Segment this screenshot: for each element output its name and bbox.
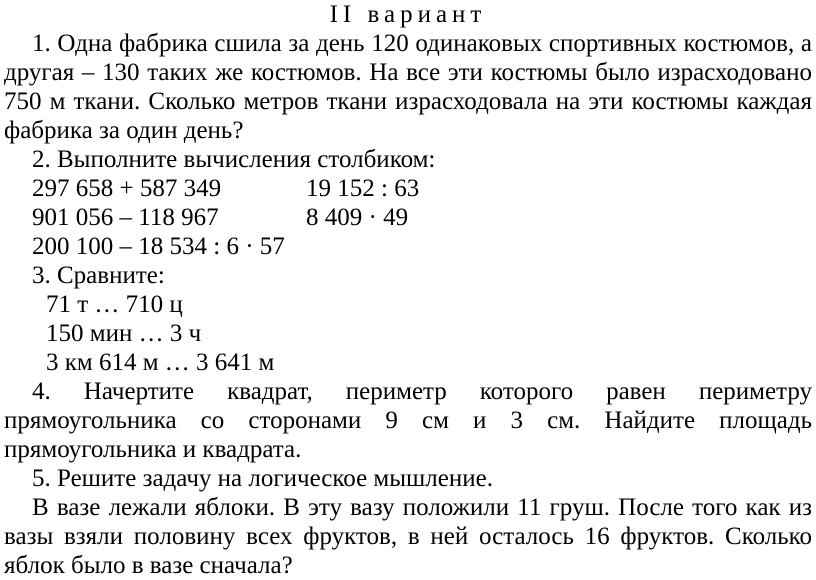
task-2-expr-2: 19 152 : 63 [306, 175, 420, 202]
task-4-text: 4. Начертите квадрат, периметр которого равен периметру прямоугольника со сторонами 9 см и 3 см. Найдите площадь прямоугольника и квадрата. [4, 378, 812, 463]
task-2-expr-1: 297 658 + 587 349 [32, 175, 222, 202]
variant-title: II вариант [329, 1, 487, 28]
task-5-heading: 5. Решите задачу на логическое мышление. [32, 465, 493, 492]
task-3-heading: 3. Сравните: [32, 262, 165, 289]
task-5-text: В вазе лежали яблоки. В эту вазу положили 11 груш. После того как из вазы взяли половину всех фруктов, в ней осталось 16 фруктов. Сколько яблок было в вазе сначала? [4, 494, 812, 579]
task-3-item-1: 71 т … 710 ц [46, 291, 183, 318]
task-2-expr-4: 8 409 · 49 [306, 204, 409, 231]
task-1-text: 1. Одна фабрика сшила за день 120 одинаковых спортивных костюмов, а другая – 130 таких же костюмов. На все эти костюмы было израсходовано 750 м ткани. Сколько метров ткани израсходовала на эти костюмы каждая фабрика за один день? [4, 30, 812, 144]
task-2-expr-5: 200 100 – 18 534 : 6 · 57 [32, 233, 285, 260]
task-2-heading: 2. Выполните вычисления столбиком: [32, 146, 436, 173]
task-2-expr-3: 901 056 – 118 967 [32, 204, 219, 231]
task-3-item-2: 150 мин … 3 ч [46, 320, 202, 347]
task-3-item-3: 3 км 614 м … 3 641 м [46, 349, 275, 376]
